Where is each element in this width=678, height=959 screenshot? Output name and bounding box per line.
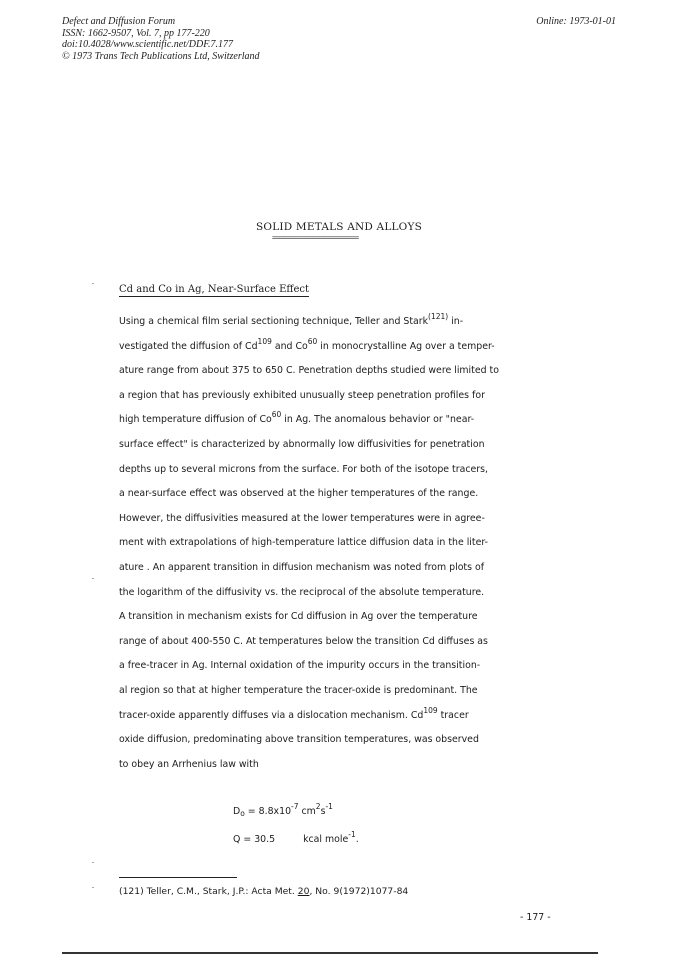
paragraph-line: a region that has previously exhibited unusually steep penetration profiles for — [119, 389, 485, 401]
paragraph-line: a near-surface effect was observed at the higher temperatures of the range. — [119, 488, 479, 500]
reference-superscript: (121) — [428, 312, 449, 321]
paragraph-line: oxide diffusion, predominating above transition temperatures, was observed — [119, 734, 479, 746]
copyright-line: © 1973 Trans Tech Publications Ltd, Switzerland — [62, 50, 260, 62]
footnote — [119, 886, 408, 897]
paragraph-line — [119, 312, 579, 341]
paragraph-line: ature range from about 375 to 650 C. Penetration depths studied were limited to — [119, 365, 499, 377]
eq-period: . — [355, 834, 359, 845]
eq-exponent: 2 — [315, 802, 321, 811]
margin-mark — [92, 862, 94, 863]
text-run: tracer-oxide apparently diffuses via a dislocation mechanism. Cd — [119, 709, 424, 721]
text-run: Using a chemical film serial sectioning technique, Teller and Stark — [119, 316, 429, 327]
paragraph-line: a free-tracer in Ag. Internal oxidation of the impurity occurs in the transition- — [119, 660, 481, 672]
mass-number: 109 — [257, 336, 272, 346]
paragraph-line: the logarithm of the diffusivity vs. the reciprocal of the absolute temperature. — [119, 586, 485, 598]
paragraph-line: ature . An apparent transition in diffusion mechanism was noted from plots of — [119, 561, 485, 573]
text-run: in monocrystalline Ag over a temper- — [317, 340, 495, 352]
journal-name: Defect and Diffusion Forum — [62, 16, 176, 27]
eq-unit: cm — [298, 806, 316, 817]
paragraph-line: al region so that at higher temperature the tracer-oxide is predominant. The — [119, 684, 478, 696]
mass-number: 60 — [271, 410, 282, 420]
eq-unit: kcal mole — [303, 834, 349, 845]
journal-header — [62, 16, 260, 62]
eq-exponent: -7 — [291, 802, 299, 811]
text-run: and Co — [271, 340, 308, 352]
mass-number: 109 — [423, 705, 438, 715]
text-run: high temperature diffusion of Co — [119, 414, 272, 426]
paragraph-line: to obey an Arrhenius law with — [119, 758, 259, 770]
paragraph-line: range of about 400-550 C. At temperatures below the transition Cd diffuses as — [119, 635, 488, 647]
paragraph-line: A transition in mechanism exists for Cd diffusion in Ag over the temperature — [119, 611, 478, 623]
section-title-underline: ========================== — [272, 234, 359, 242]
mass-number: 60 — [307, 336, 318, 346]
equation-q — [233, 830, 359, 845]
bottom-rule — [62, 952, 598, 954]
eq-symbol: D — [233, 806, 241, 817]
paragraph-line — [119, 705, 579, 735]
footnote-rule — [119, 877, 237, 878]
eq-subscript: o — [240, 809, 245, 818]
eq-exponent: -1 — [325, 802, 333, 811]
text-run: (121) Teller, C.M., Stark, J.P.: Acta Met. — [119, 886, 298, 897]
paragraph-line: surface effect" is characterized by abnormally low diffusivities for penetration — [119, 438, 485, 450]
section-title: SOLID METALS AND ALLOYS — [256, 221, 422, 233]
paragraph-line — [119, 410, 579, 439]
text-run: in- — [448, 316, 464, 327]
paragraph-line — [119, 336, 579, 366]
paragraph-line: depths up to several microns from the surface. For both of the isotope tracers, — [119, 463, 488, 475]
doi-line: doi:10.4028/www.scientific.net/DDF.7.177 — [62, 39, 234, 50]
text-run: vestigated the diffusion of Cd — [119, 340, 258, 352]
issn-line: ISSN: 1662-9507, Vol. 7, pp 177-220 — [62, 27, 210, 39]
eq-exponent: -1 — [348, 830, 356, 839]
body-paragraph — [119, 312, 579, 783]
text-run: tracer — [437, 709, 469, 721]
margin-mark — [92, 283, 94, 284]
eq-symbol: Q — [233, 834, 241, 845]
eq-value: = 30.5 — [240, 834, 276, 845]
paragraph-line: However, the diffusivities measured at the lower temperatures were in agree- — [119, 512, 485, 524]
text-run: in Ag. The anomalous behavior or "near- — [281, 414, 475, 426]
margin-mark — [92, 887, 94, 888]
volume-number: 20 — [297, 886, 310, 897]
paragraph-line: ment with extrapolations of high-temperature lattice diffusion data in the liter- — [119, 537, 488, 549]
eq-unit: s — [320, 806, 326, 817]
text-run: , No. 9(1972)1077-84 — [309, 886, 409, 897]
equation-d0 — [233, 802, 333, 818]
online-date: Online: 1973-01-01 — [536, 16, 616, 27]
page-number: - 177 - — [520, 912, 551, 923]
eq-value: = 8.8x10 — [244, 806, 292, 817]
margin-mark — [92, 578, 94, 579]
subheading: Cd and Co in Ag, Near-Surface Effect — [119, 284, 310, 295]
